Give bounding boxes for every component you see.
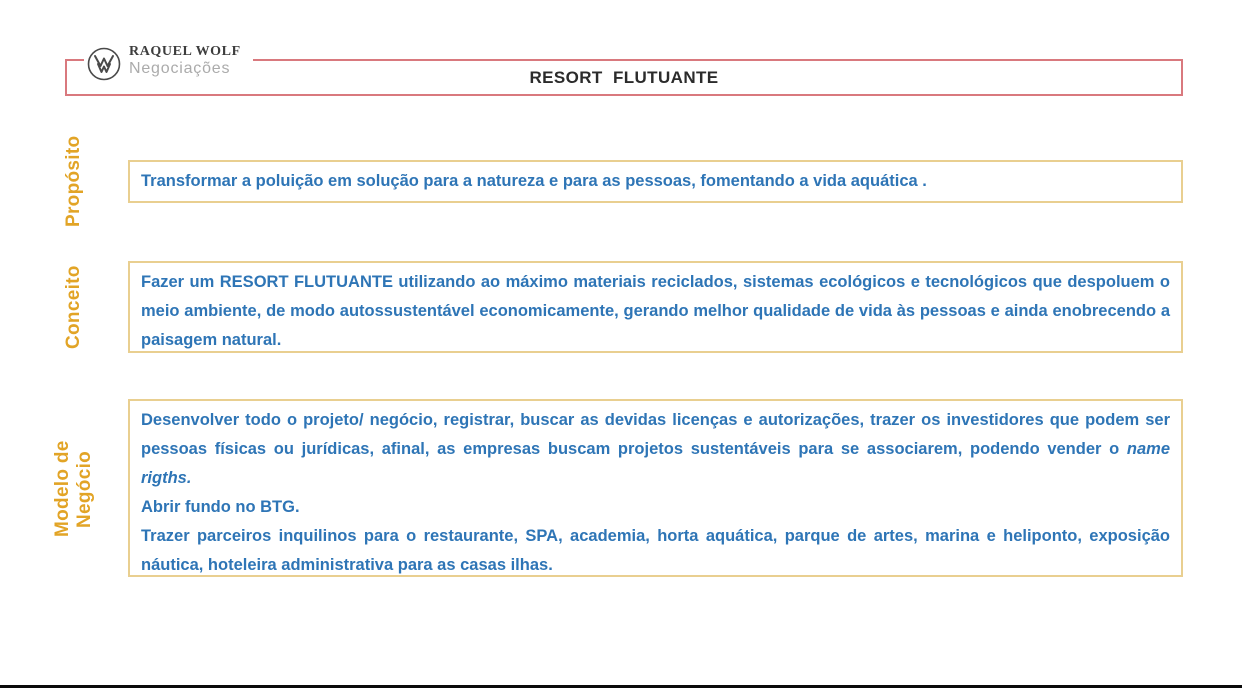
brand-text xyxy=(129,44,241,78)
purpose-text: Transformar a poluição em solução para a natureza e para as pessoas, fomentando a vida aquática . xyxy=(141,172,927,190)
brand-name: RAQUEL WOLF xyxy=(129,44,241,59)
section-label-proposito: Propósito xyxy=(63,135,84,227)
page-title: RESORT FLUTUANTE xyxy=(529,67,719,87)
purpose-box xyxy=(128,160,1183,203)
brand-subtitle: Negociações xyxy=(129,60,231,77)
business-model-paragraph-1 xyxy=(141,406,1170,493)
wolf-monogram-icon xyxy=(86,44,122,82)
concept-text: Fazer um RESORT FLUTUANTE utilizando ao máximo materiais reciclados, sistemas ecológicos e tecnológicos que despoluem o meio ambiente, de modo autossustentável economicamente, gerando melhor qualidade de vida às pessoas e ainda enobrecendo a paisagem natural. xyxy=(141,273,1170,349)
business-model-paragraph-2: Abrir fundo no BTG. xyxy=(141,498,300,516)
business-model-paragraph-1-italic: name rigths. xyxy=(141,440,1170,487)
section-label-conceito: Conceito xyxy=(63,265,84,349)
section-label-modelo-de-negocio: Modelo de Negócio xyxy=(52,440,95,538)
slide-bottom-edge xyxy=(0,685,1242,688)
brand-logo xyxy=(84,42,253,84)
business-model-box xyxy=(128,399,1183,577)
business-model-paragraph-1-main: Desenvolver todo o projeto/ negócio, registrar, buscar as devidas licenças e autorizações, trazer os investidores que podem ser pessoas físicas ou jurídicas, afinal, as empresas buscam projetos sustentáveis para se associarem, podendo vender o xyxy=(141,411,1170,458)
concept-box xyxy=(128,261,1183,353)
business-model-paragraph-3: Trazer parceiros inquilinos para o restaurante, SPA, academia, horta aquática, parque de artes, marina e heliponto, exposição náutica, hoteleira administrativa para as casas ilhas. xyxy=(141,527,1170,574)
